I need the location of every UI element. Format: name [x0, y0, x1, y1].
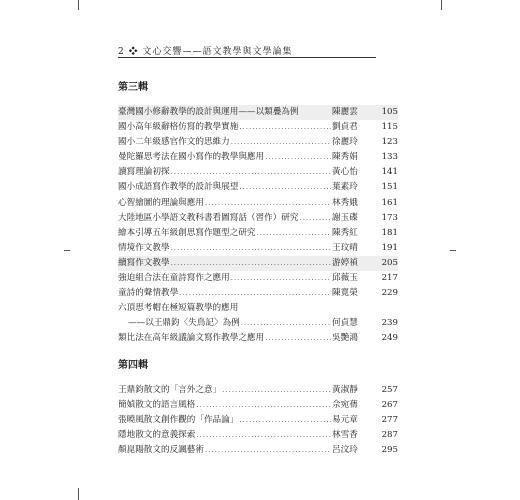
toc-entry: [118, 226, 398, 241]
section-4: [118, 358, 398, 458]
entry-page: 151: [381, 182, 398, 193]
entry-title: 張曉風散文創作觀的「作品論」: [118, 415, 239, 426]
toc-entry: [118, 196, 398, 211]
dot-leader: [205, 443, 331, 458]
entry-title: 簡媜散文的語言風格: [118, 400, 196, 411]
entry-page: 133: [381, 152, 398, 163]
entry-page: 123: [381, 137, 398, 148]
dot-leader: [239, 413, 331, 428]
entry-page: 105: [381, 107, 398, 117]
toc-entry: [118, 150, 398, 165]
entry-title: 繪本引導五年級創思寫作題型之研究: [118, 227, 256, 238]
toc-entry: [118, 413, 398, 428]
dot-leader: [171, 241, 331, 256]
entry-page: 287: [381, 430, 398, 441]
entry-page: 161: [381, 197, 398, 208]
entry-page: 277: [381, 415, 398, 426]
entry-author: 易元章: [332, 415, 358, 426]
entry-author: 吳艷鴻: [332, 333, 358, 344]
entry-title: 讀寫理論初探: [118, 167, 170, 178]
entry-author: 葉素玲: [332, 182, 358, 193]
section-3: [118, 80, 398, 347]
entry-author: 陳寬榮: [332, 288, 358, 299]
entry-author: 林秀娥: [332, 197, 358, 208]
entry-title: 大陸地區小學語文教科書看圖寫話（習作）研究: [118, 212, 299, 223]
entry-page: 295: [381, 445, 398, 456]
entry-page: 205: [381, 257, 398, 268]
entry-title: 國小高年級辭格仿寫的教學實施: [118, 122, 239, 133]
entry-author: 謝玉碟: [332, 212, 358, 223]
entry-author: 王玟晴: [332, 242, 358, 253]
entry-page: 217: [381, 273, 398, 284]
crop-mark-top-right: [441, 0, 442, 10]
entry-page: 115: [381, 122, 398, 133]
toc-entry: [118, 331, 398, 346]
entry-title: 類比法在高年級議論文寫作教學之應用: [118, 333, 265, 344]
entry-page: 141: [381, 167, 398, 178]
crop-mark-bottom-left: [78, 488, 79, 500]
entry-title: 隱地散文的意義探索: [118, 430, 196, 441]
dot-leader: [205, 196, 331, 211]
entry-author: 何貞慧: [332, 318, 358, 329]
toc-entry: [118, 180, 398, 195]
entry-title: 曼陀羅思考法在國小寫作的教學與應用: [118, 152, 265, 163]
section-title: 第三輯: [118, 82, 148, 93]
entry-author: 游婷禎: [332, 257, 358, 268]
entry-author: 佘宛蒨: [332, 400, 358, 411]
toc-entry: [118, 241, 398, 256]
entry-title: 臺灣國小修辭教學的設計與運用——以類疊為例: [118, 107, 299, 117]
dot-leader: [241, 316, 331, 331]
entry-title: 心智繪圖的理論與應用: [118, 197, 204, 208]
entry-title: 童詩的聲情教學: [118, 288, 179, 299]
dot-leader: [231, 135, 331, 150]
dot-leader: [196, 398, 331, 413]
entry-page: 249: [381, 333, 398, 344]
entry-author: 林雪香: [332, 430, 358, 441]
section-title: 第四輯: [118, 360, 148, 371]
toc-entry: [118, 135, 398, 150]
entry-title: 續寫作文教學: [118, 257, 170, 268]
crop-mark-mid-right: [450, 250, 456, 251]
entry-title: 強迫組合法在童詩寫作之應用: [118, 273, 230, 284]
toc-entry: [118, 316, 398, 331]
toc-list: [118, 105, 398, 347]
toc-list: [118, 383, 398, 458]
dot-leader: [222, 383, 331, 398]
entry-page: 229: [381, 288, 398, 299]
entry-title: 六頂思考帽在極短篇教學的應用: [118, 303, 239, 314]
dot-leader: [257, 226, 331, 241]
dot-leader: [239, 120, 331, 135]
entry-title: 國小二年級感官作文的思維力: [118, 137, 230, 148]
entry-title: ——以王鼎鈞〈失鳥記〉為例: [128, 318, 240, 329]
toc-entry: [118, 271, 398, 286]
entry-title: 王鼎鈞散文的「言外之意」: [118, 385, 222, 395]
crop-mark-mid-left: [64, 250, 70, 251]
crop-mark-top-left: [78, 0, 79, 10]
entry-author: 黃淑靜: [332, 385, 358, 395]
toc-entry: [118, 211, 398, 226]
toc-entry: [118, 398, 398, 413]
toc-entry: [118, 286, 398, 301]
dot-leader: [196, 428, 331, 443]
entry-page: 191: [381, 242, 398, 253]
toc-entry: [118, 256, 398, 271]
entry-page: 181: [381, 227, 398, 238]
dot-leader: [299, 211, 331, 226]
entry-author: 陳秀紅: [332, 227, 358, 238]
entry-title: 顏崑陽散文的反諷藝術: [118, 445, 204, 456]
toc-entry: [118, 120, 398, 135]
toc-entry: [118, 301, 398, 316]
dot-leader: [171, 165, 331, 180]
toc-entry: [118, 443, 398, 458]
header-rule: [118, 57, 376, 58]
entry-author: 劉貞君: [332, 122, 358, 133]
entry-author: 呂汶玲: [332, 445, 358, 456]
entry-page: 239: [381, 318, 398, 329]
running-head: 2 ❖ 文心交響——語文教學與文學論集: [118, 47, 293, 57]
dot-leader: [171, 256, 331, 271]
toc-entry: [118, 165, 398, 180]
dot-leader: [265, 331, 331, 346]
toc-entry: [118, 428, 398, 443]
entry-title: 國小成語寫作教學的設計與展望: [118, 182, 239, 193]
entry-author: 黃心怡: [332, 167, 358, 178]
dot-leader: [265, 150, 331, 165]
entry-page: 267: [381, 400, 398, 411]
dot-leader: [231, 271, 331, 286]
dot-leader: [239, 180, 331, 195]
toc-entry: [118, 105, 398, 120]
entry-author: 徐麗玲: [332, 137, 358, 148]
entry-author: 陳麗雲: [332, 107, 358, 117]
toc-entry: [118, 383, 398, 398]
entry-author: 邱薇玉: [332, 273, 358, 284]
entry-title: 情境作文教學: [118, 242, 170, 253]
entry-author: 陳秀娟: [332, 152, 358, 163]
entry-page: 173: [381, 212, 398, 223]
entry-page: 257: [381, 385, 398, 395]
dot-leader: [179, 286, 331, 301]
